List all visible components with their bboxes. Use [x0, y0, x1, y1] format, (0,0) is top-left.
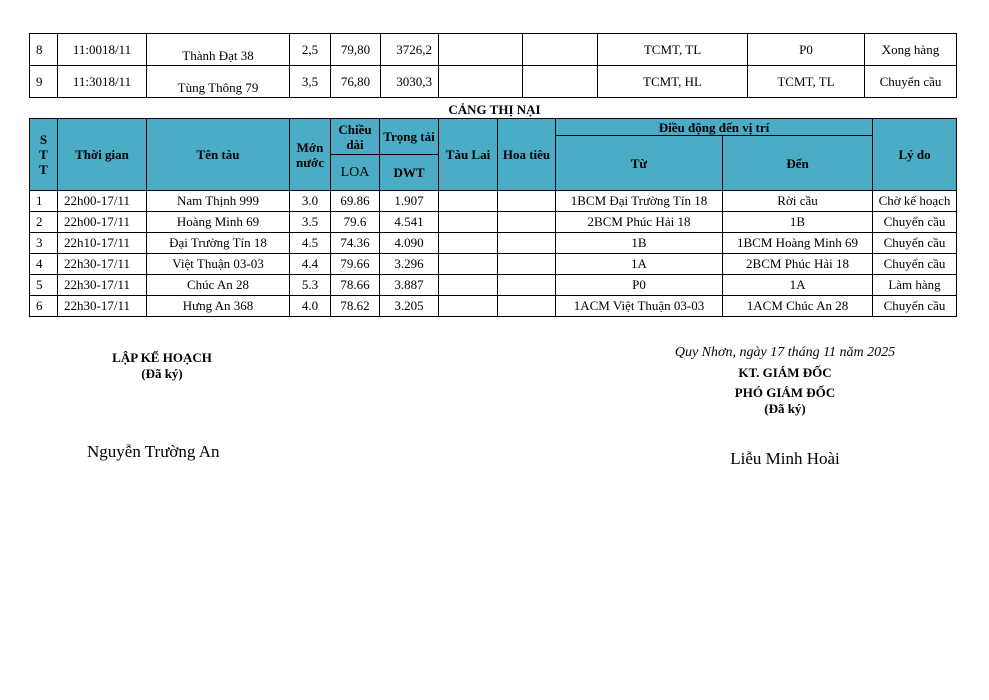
cell-tug — [439, 296, 498, 317]
header-stt: S T T — [30, 119, 58, 191]
table-row — [30, 212, 957, 233]
cell-stt: 8 — [30, 34, 58, 66]
header-weight: Trọng tải — [380, 119, 439, 155]
cell-reason: Chuyển cầu — [873, 212, 957, 233]
header-length: Chiều dài — [331, 119, 380, 155]
left-sign-name: Nguyễn Trường An — [87, 442, 220, 461]
cell-time: 11:0018/11 — [58, 34, 147, 66]
cell-to: 1BCM Hoàng Minh 69 — [723, 233, 873, 254]
cell-from: TCMT, HL — [598, 66, 748, 98]
cell-to: P0 — [748, 34, 865, 66]
cell-ship: Đại Trường Tín 18 — [147, 233, 290, 254]
sign-date: Quy Nhơn, ngày 17 tháng 11 năm 2025 — [674, 345, 896, 360]
header-loa: LOA — [331, 155, 380, 191]
cell-reason: Làm hàng — [873, 275, 957, 296]
cell-to: 1ACM Chúc An 28 — [723, 296, 873, 317]
cell-stt: 2 — [30, 212, 58, 233]
cell-stt: 9 — [30, 66, 58, 98]
cell-time: 22h10-17/11 — [58, 233, 147, 254]
header-from: Từ — [556, 136, 723, 191]
cell-dwt: 4.541 — [380, 212, 439, 233]
cell-pilot — [523, 66, 598, 98]
header-to: Đến — [723, 136, 873, 191]
table-row — [30, 275, 957, 296]
cell-tug — [439, 66, 523, 98]
left-sign-signed: (Đã ký) — [141, 366, 183, 381]
cell-to: Rời cầu — [723, 191, 873, 212]
cell-reason: Chuyển cầu — [873, 296, 957, 317]
cell-loa: 79.66 — [331, 254, 380, 275]
cell-from: 1ACM Việt Thuận 03-03 — [556, 296, 723, 317]
table-row — [30, 191, 957, 212]
cell-loa: 76,80 — [331, 66, 381, 98]
cell-ship: Hoàng Minh 69 — [147, 212, 290, 233]
cell-time: 22h00-17/11 — [58, 191, 147, 212]
cell-dwt: 4.090 — [380, 233, 439, 254]
cell-from: 1A — [556, 254, 723, 275]
cell-stt: 3 — [30, 233, 58, 254]
cell-loa: 74.36 — [331, 233, 380, 254]
cell-draft: 3.5 — [290, 212, 331, 233]
section-title: CẢNG THỊ NẠI — [448, 102, 541, 117]
cell-draft: 5.3 — [290, 275, 331, 296]
table-row — [30, 296, 957, 317]
header-reason: Lý do — [873, 119, 957, 191]
cell-to: 2BCM Phúc Hải 18 — [723, 254, 873, 275]
header-time: Thời gian — [58, 119, 147, 191]
cell-tug — [439, 233, 498, 254]
cell-to: TCMT, TL — [748, 66, 865, 98]
cell-loa: 79,80 — [331, 34, 381, 66]
cell-reason: Chuyển cầu — [873, 233, 957, 254]
cell-dwt: 3030,3 — [381, 66, 439, 98]
cell-loa: 78.62 — [331, 296, 380, 317]
cell-pilot — [498, 254, 556, 275]
cell-time: 22h30-17/11 — [58, 275, 147, 296]
cell-pilot — [498, 212, 556, 233]
cell-stt: 5 — [30, 275, 58, 296]
cell-from: 1BCM Đại Trường Tín 18 — [556, 191, 723, 212]
right-sign-title2: PHÓ GIÁM ĐỐC — [734, 385, 836, 400]
cell-loa: 78.66 — [331, 275, 380, 296]
cell-time: 22h00-17/11 — [58, 212, 147, 233]
cell-tug — [439, 212, 498, 233]
cell-pilot — [498, 275, 556, 296]
cell-draft: 3.0 — [290, 191, 331, 212]
cell-ship: Chúc An 28 — [147, 275, 290, 296]
cell-ship: Thành Đạt 38 — [147, 34, 290, 66]
cell-time: 22h30-17/11 — [58, 296, 147, 317]
cell-reason: Chuyển cầu — [873, 254, 957, 275]
cell-ship: Việt Thuận 03-03 — [147, 254, 290, 275]
cell-reason: Chuyển cầu — [865, 66, 957, 98]
cell-draft: 3,5 — [290, 66, 331, 98]
cell-to: 1B — [723, 212, 873, 233]
table-row — [30, 233, 957, 254]
top-table-row — [30, 66, 957, 98]
header-draft: Mớn nước — [290, 119, 331, 191]
cell-draft: 4.0 — [290, 296, 331, 317]
cell-from: TCMT, TL — [598, 34, 748, 66]
cell-dwt: 1.907 — [380, 191, 439, 212]
cell-from: 2BCM Phúc Hải 18 — [556, 212, 723, 233]
cell-reason: Chờ kế hoạch — [873, 191, 957, 212]
cell-stt: 1 — [30, 191, 58, 212]
cell-from: 1B — [556, 233, 723, 254]
right-signature-block — [640, 345, 930, 469]
cell-pilot — [498, 296, 556, 317]
cell-tug — [439, 34, 523, 66]
header-ship-name: Tên tàu — [147, 119, 290, 191]
header-pilot: Hoa tiêu — [498, 119, 556, 191]
dispatch-table — [29, 118, 957, 317]
top-table-row — [30, 34, 957, 66]
cell-pilot — [498, 191, 556, 212]
left-sign-title: LẬP KẾ HOẠCH — [112, 350, 212, 365]
cell-ship: Hưng An 368 — [147, 296, 290, 317]
cell-dwt: 3.887 — [380, 275, 439, 296]
cell-stt: 6 — [30, 296, 58, 317]
cell-ship: Nam Thịnh 999 — [147, 191, 290, 212]
cell-dwt: 3.296 — [380, 254, 439, 275]
right-sign-signed: (Đã ký) — [764, 401, 806, 416]
cell-to: 1A — [723, 275, 873, 296]
right-sign-name: Liễu Minh Hoài — [730, 449, 840, 468]
cell-time: 11:3018/11 — [58, 66, 147, 98]
table-row — [30, 254, 957, 275]
cell-tug — [439, 254, 498, 275]
cell-ship: Tùng Thông 79 — [147, 66, 290, 98]
cell-reason: Xong hàng — [865, 34, 957, 66]
cell-draft: 4.4 — [290, 254, 331, 275]
right-sign-title1: KT. GIÁM ĐỐC — [738, 365, 832, 380]
cell-loa: 69.86 — [331, 191, 380, 212]
header-dwt: DWT — [380, 155, 439, 191]
cell-time: 22h30-17/11 — [58, 254, 147, 275]
cell-draft: 2,5 — [290, 34, 331, 66]
cell-stt: 4 — [30, 254, 58, 275]
cell-dwt: 3.205 — [380, 296, 439, 317]
top-table-continuation — [29, 33, 957, 98]
cell-draft: 4.5 — [290, 233, 331, 254]
left-signature-block — [62, 350, 262, 462]
cell-tug — [439, 275, 498, 296]
header-tug: Tàu Lai — [439, 119, 498, 191]
cell-pilot — [498, 233, 556, 254]
header-dispatch: Điều động đến vị trí — [556, 119, 873, 136]
cell-pilot — [523, 34, 598, 66]
cell-loa: 79.6 — [331, 212, 380, 233]
cell-from: P0 — [556, 275, 723, 296]
cell-dwt: 3726,2 — [381, 34, 439, 66]
cell-tug — [439, 191, 498, 212]
